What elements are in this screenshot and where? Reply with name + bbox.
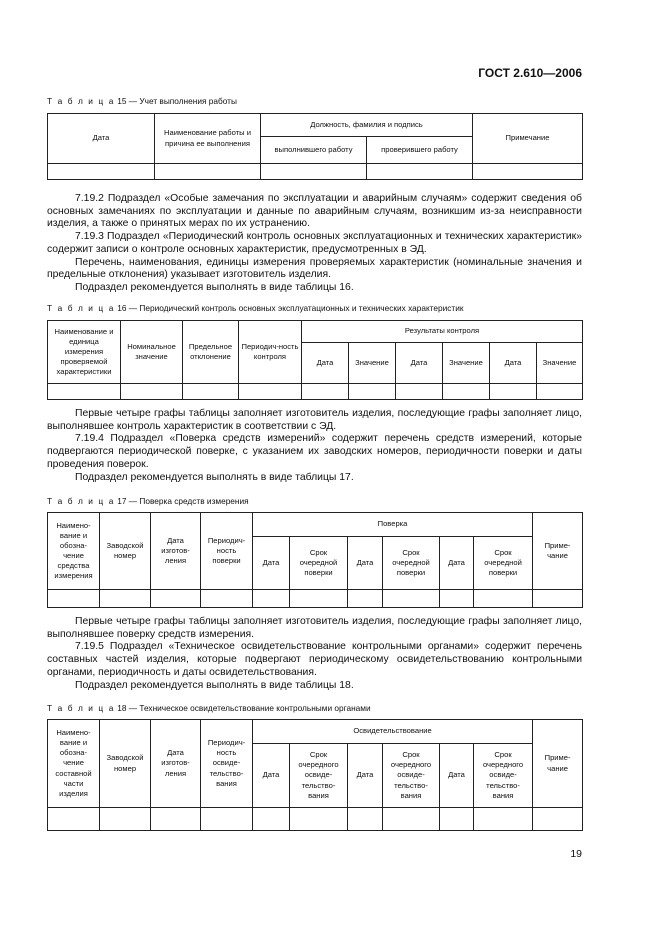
t15-header-checker: проверившего работу: [367, 137, 473, 164]
t17-header-group: Поверка: [253, 513, 533, 537]
table-18-caption: Т а б л и ц а 18 — Техническое освидетельствование контрольными органами: [47, 703, 371, 713]
t16-header-value: Значение: [537, 343, 583, 384]
t18-header-date: Дата: [348, 744, 383, 808]
t15-header-position: Должность, фамилия и подпись: [261, 114, 473, 137]
t16-header-date: Дата: [302, 343, 349, 384]
t17-empty-row: [48, 590, 583, 608]
text-block-2: [47, 408, 582, 484]
t16-header-period: Периодич-ность контроля: [239, 321, 302, 384]
paragraph: 7.19.3 Подраздел «Периодический контроль основных эксплуатационных и технических характеристик» содержит записи о контроле основных характеристик, предусмотренных в ЭД.: [47, 231, 582, 255]
t18-empty-row: [48, 808, 583, 831]
t16-header-nominal: Номинальное значение: [121, 321, 183, 384]
t17-header-period: Периодич-ность поверки: [201, 513, 253, 590]
table-18: [47, 719, 583, 831]
table-16: [47, 320, 583, 400]
t18-header-serial: Заводской номер: [100, 720, 151, 808]
t18-header-next: Срок очередного освиде-тельство-вания: [383, 744, 440, 808]
t17-header-date: Дата: [440, 537, 474, 590]
t16-header-value: Значение: [443, 343, 490, 384]
t18-header-name: Наимено-вание и обозна-чение составной части изделия: [48, 720, 100, 808]
table-15-caption: Т а б л и ц а 15 — Учет выполнения работы: [47, 96, 237, 106]
paragraph: Подраздел рекомендуется выполнять в виде таблицы 16.: [75, 281, 354, 293]
t18-header-date: Дата: [440, 744, 474, 808]
t15-empty-row: [48, 164, 583, 180]
t18-header-next: Срок очередного освиде-тельство-вания: [290, 744, 348, 808]
t18-header-note: Приме-чание: [533, 720, 583, 808]
t18-header-made: Дата изготов-ления: [151, 720, 201, 808]
t16-header-limit: Предельное отклонение: [183, 321, 239, 384]
paragraph: 7.19.4 Подраздел «Поверка средств измерений» содержит перечень средств измерений, которые подвергаются периодической поверке, с указанием их заводских номеров, периодичности поверки и даты проведения поверок.: [47, 433, 582, 470]
paragraph: Первые четыре графы таблицы заполняет изготовитель изделия, последующие графы заполняет лицо, выполнявшее контроль характеристик в соответствии с ЭД.: [47, 408, 582, 432]
t18-header-date: Дата: [253, 744, 290, 808]
table-16-caption: Т а б л и ц а 16 — Периодический контроль основных эксплуатационных и технических характеристик: [47, 303, 464, 313]
t16-header-results: Результаты контроля: [302, 321, 583, 343]
t16-header-date: Дата: [490, 343, 537, 384]
t17-header-next: Срок очередной поверки: [290, 537, 348, 590]
paragraph: 7.19.2 Подраздел «Особые замечания по эксплуатации и аварийным случаям» содержит сведения об основных замечаниях по эксплуатации и данные по аварийным случаям, возникшим из-за неисправности изделия, а также о принятых мерах по их устранению.: [47, 193, 582, 230]
t16-header-name: Наименование и единица измерения проверяемой характеристики: [48, 321, 121, 384]
paragraph: Перечень, наименования, единицы измерения проверяемых характеристик (номинальные значения и предельные отклонения) указывает изготовитель изделия.: [47, 256, 582, 281]
t16-header-value: Значение: [349, 343, 396, 384]
t17-header-date: Дата: [253, 537, 290, 590]
paragraph: 7.19.5 Подраздел «Техническое освидетельствование контрольными органами» содержит перечень составных частей изделия, которые подвергают периодическому освидетельствованию контрольными органами, периодичность и даты освидетельствования.: [47, 641, 582, 678]
t16-empty-row: [48, 384, 583, 400]
text-block-1: [47, 193, 582, 295]
table-15: [47, 113, 583, 180]
t17-header-serial: Заводской номер: [100, 513, 151, 590]
t17-header-next: Срок очередной поверки: [383, 537, 440, 590]
t15-header-work: Наименование работы и причина ее выполнения: [155, 114, 261, 164]
t17-header-next: Срок очередной поверки: [474, 537, 533, 590]
standard-code: ГОСТ 2.610—2006: [478, 66, 582, 80]
t18-header-next: Срок очередного освиде-тельство-вания: [474, 744, 533, 808]
t17-header-name: Наимено-вание и обозна-чение средства измерения: [48, 513, 100, 590]
paragraph: Подраздел рекомендуется выполнять в виде таблицы 18.: [75, 679, 354, 691]
t16-header-date: Дата: [396, 343, 443, 384]
t15-header-note: Примечание: [473, 114, 583, 164]
paragraph: Первые четыре графы таблицы заполняет изготовитель изделия, последующие графы заполняет лицо, выполнявшее поверку средств измерения.: [47, 616, 582, 640]
table-17-caption: Т а б л и ц а 17 — Поверка средств измерения: [47, 496, 249, 506]
t17-header-date: Дата: [348, 537, 383, 590]
t15-header-performer: выполнившего работу: [261, 137, 367, 164]
t18-header-period: Периодич-ность освиде-тельство-вания: [201, 720, 253, 808]
t15-header-date: Дата: [48, 114, 155, 164]
paragraph: Подраздел рекомендуется выполнять в виде таблицы 17.: [75, 471, 354, 483]
table-17: [47, 512, 583, 608]
text-block-3: [47, 616, 582, 692]
page-number: 19: [570, 848, 582, 860]
t17-header-made: Дата изготов-ления: [151, 513, 201, 590]
t18-header-group: Освидетельствование: [253, 720, 533, 744]
t17-header-note: Приме-чание: [533, 513, 583, 590]
